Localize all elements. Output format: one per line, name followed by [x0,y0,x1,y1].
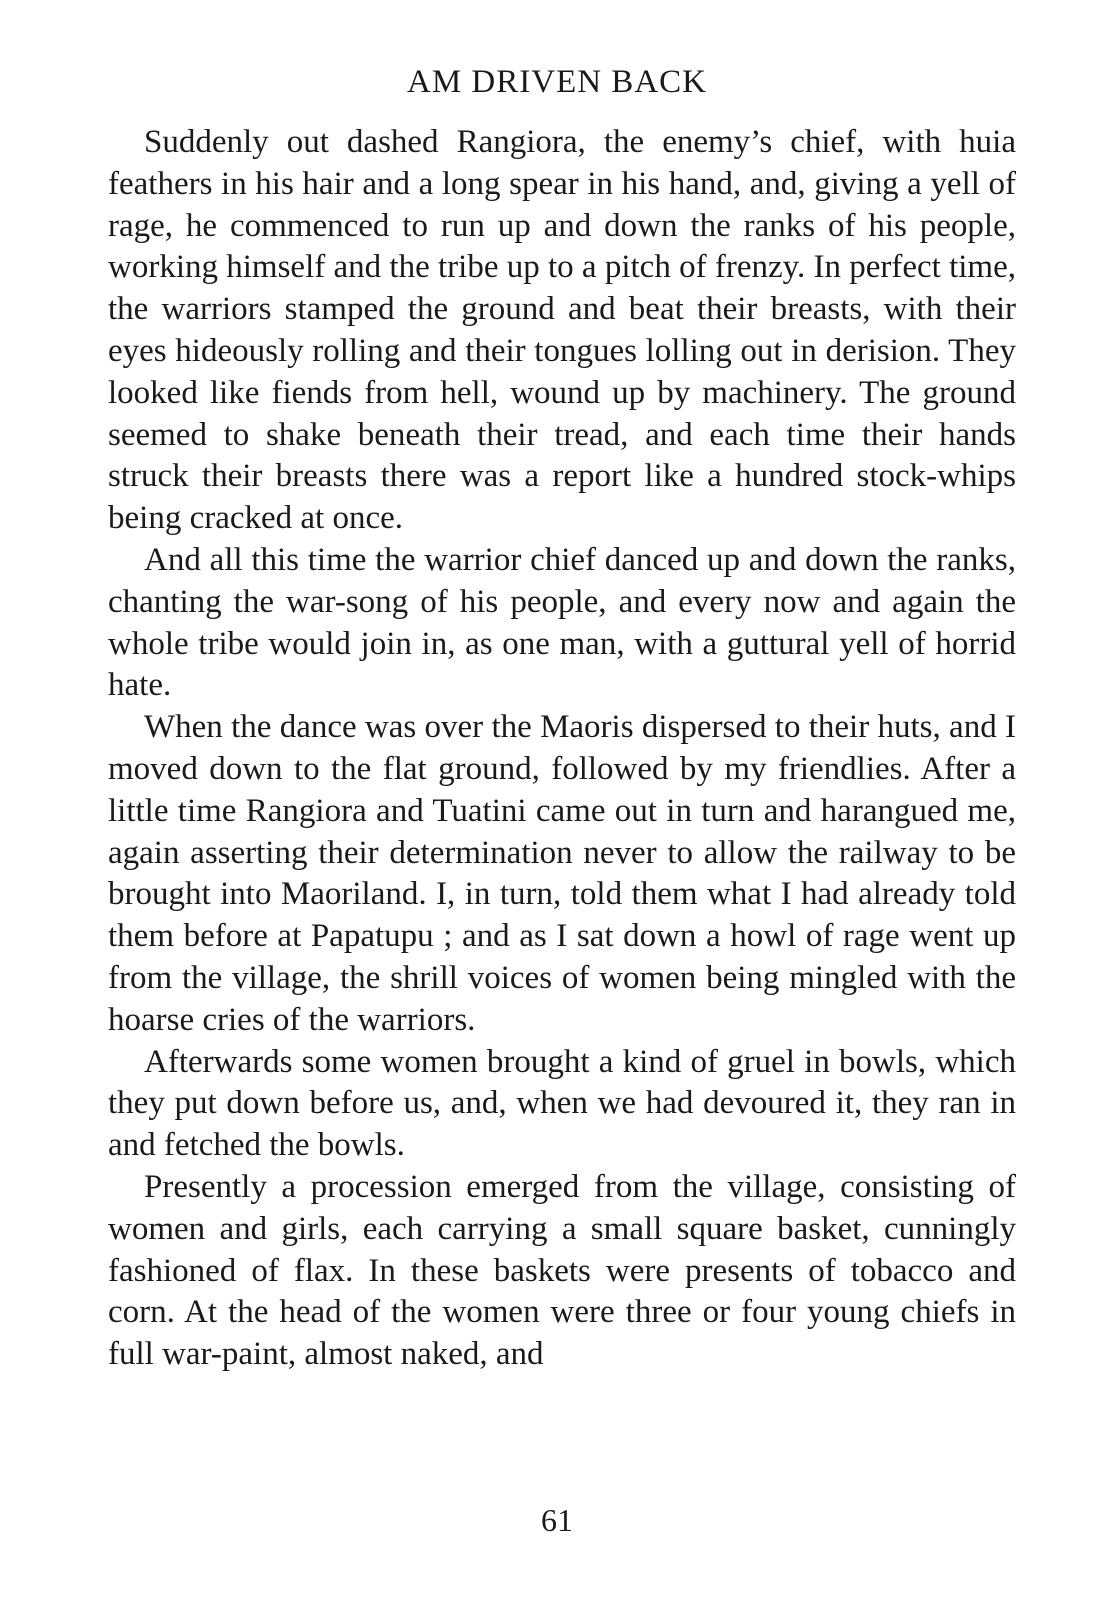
page-number: 61 [541,1502,573,1538]
paragraph: Suddenly out dashed Rangiora, the enemy’s chief, with huia feathers in his hair and a long spear in his hand, and, giving a yell of rage, he commenced to run up and down the ranks of his people, working himself and the tribe up to a pitch of frenzy. In perfect time, the warriors stamped the ground and beat their breasts, with their eyes hideously rolling and their tongues lolling out in derision. They looked like fiends from hell, wound up by machinery. The ground seemed to shake beneath their tread, and each time their hands struck their breasts there was a report like a hundred stock-whips being cracked at once. [108,124,1016,537]
paragraph: And all this time the warrior chief danced up and down the ranks, chanting the war-song of his people, and every now and again the whole tribe would join in, as one man, with a guttural yell of horrid hate. [108,541,1016,704]
running-head: AM DRIVEN BACK [406,64,707,100]
body-text [108,122,1016,1376]
paragraph: Afterwards some women brought a kind of gruel in bowls, which they put down before us, and, when we had devoured it, they ran in and fetched the bowls. [108,1043,1016,1164]
paragraph: Presently a procession emerged from the village, consisting of women and girls, each carrying a small square basket, cunningly fashioned of flax. In these baskets were presents of tobacco and corn. At the head of the women were three or four young chiefs in full war-paint, almost naked, and [108,1168,1016,1373]
paragraph: When the dance was over the Maoris dispersed to their huts, and I moved down to the flat ground, followed by my friendlies. After a little time Rangiora and Tuatini came out in turn and harangued me, again asserting their determination never to allow the railway to be brought into Maoriland. I, in turn, told them what I had already told them before at Papatupu ; and as I sat down a howl of rage went up from the village, the shrill voices of women being mingled with the hoarse cries of the warriors. [108,709,1016,1038]
